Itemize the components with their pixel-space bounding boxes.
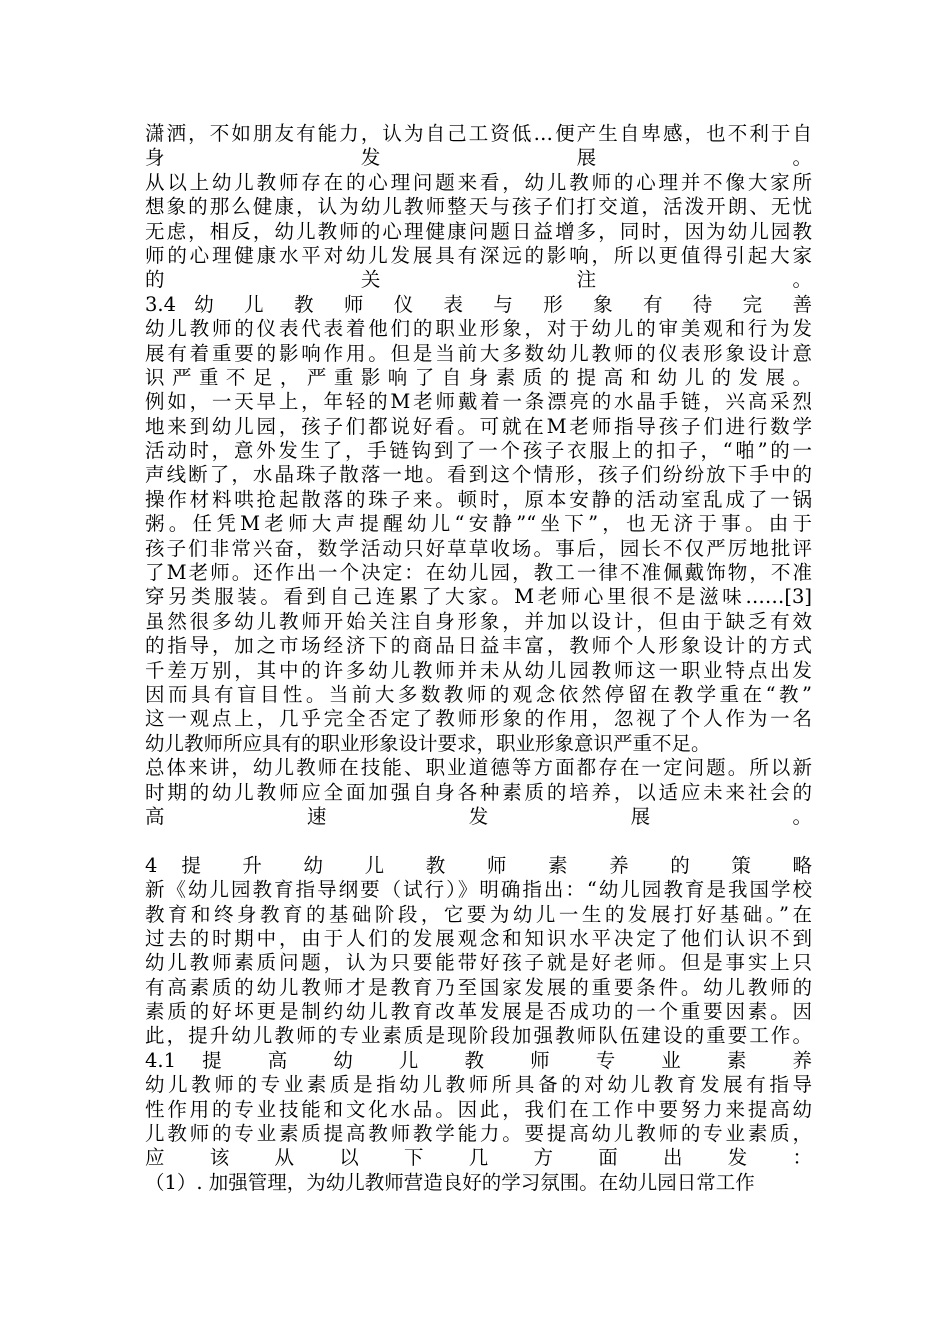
text-line: 应 该 从 以 下 几 方 面 出 发 ： — [145, 1146, 812, 1170]
text-line: 幼儿教师的仪表代表着他们的职业形象，对于幼儿的审美观和行为发 — [145, 317, 812, 341]
text-line: 识 严 重 不 足 ， 严 重 影 响 了 自 身 素 质 的 提 高 和 幼 儿 的 发 展 。 — [145, 365, 812, 389]
text-line: 身 发 展 。 — [145, 146, 812, 170]
text-line: 时期的幼儿教师应全面加强自身各种素质的培养，以适应未来社会的 — [145, 780, 812, 804]
text-line: 孩子们非常兴奋，数学活动只好草草收场。事后，园长不仅严厉地批评 — [145, 536, 812, 560]
text-line: 潇洒，不如朋友有能力，认为自己工资低…便产生自卑感，也不利于自 — [145, 122, 812, 145]
text-line: 虽然很多幼儿教师开始关注自身形象，并加以设计，但由于缺乏有效 — [145, 609, 812, 633]
text-line: 有高素质的幼儿教师才是教育乃至国家发展的重要条件。幼儿教师的 — [145, 975, 812, 999]
blank-line — [145, 829, 812, 853]
text-line: 儿教师的专业素质提高教师教学能力。要提高幼儿教师的专业素质， — [145, 1122, 812, 1146]
text-line: 粥。任凭M老师大声提醒幼儿“安静”“坐下”，也无济于事。由于 — [145, 512, 812, 536]
text-line: 了M老师。还作出一个决定：在幼儿园，教工一律不准佩戴饰物，不准 — [145, 561, 812, 585]
text-line: 千差万别，其中的许多幼儿教师并未从幼儿园教师这一职业特点出发 — [145, 658, 812, 682]
text-line: 的 关 注 。 — [145, 268, 812, 292]
text-line: 声线断了，水晶珠子散落一地。看到这个情形，孩子们纷纷放下手中的 — [145, 463, 812, 487]
text-line: 活动时，意外发生了，手链钩到了一个孩子衣服上的扣子，“啪”的一 — [145, 439, 812, 463]
text-line: 师的心理健康水平对幼儿发展具有深远的影响，所以更值得引起大家 — [145, 243, 812, 267]
text-line: 展有着重要的影响作用。但是当前大多数幼儿教师的仪表形象设计意 — [145, 341, 812, 365]
text-line: 过去的时期中，由于人们的发展观念和知识水平决定了他们认识不到 — [145, 926, 812, 950]
text-line: 高 速 发 展 。 — [145, 804, 812, 828]
text-line: 穿另类服装。看到自己连累了大家。M老师心里很不是滋味……[3] — [145, 585, 812, 609]
text-line: 幼儿教师所应具有的职业形象设计要求，职业形象意识严重不足。 — [145, 731, 711, 755]
text-line: 因而具有盲目性。当前大多数教师的观念依然停留在教学重在“教” — [145, 682, 812, 706]
text-line: 地来到幼儿园，孩子们都说好看。可就在M老师指导孩子们进行数学 — [145, 414, 812, 438]
text-line: 无虑，相反，幼儿教师的心理健康问题日益增多，同时，因为幼儿园教 — [145, 219, 812, 243]
text-line: （1）. 加强管理，为幼儿教师营造良好的学习氛围。在幼儿园日常工作 — [145, 1170, 755, 1194]
text-line: 幼儿教师的专业素质是指幼儿教师所具备的对幼儿教育发展有指导 — [145, 1073, 812, 1097]
text-line: 这一观点上，几乎完全否定了教师形象的作用，忽视了个人作为一名 — [145, 707, 812, 731]
text-line: 从以上幼儿教师存在的心理问题来看，幼儿教师的心理并不像大家所 — [145, 170, 812, 194]
text-line: 新《幼儿园教育指导纲要（试行）》明确指出：“幼儿园教育是我国学校 — [145, 878, 812, 902]
text-line: 教育和终身教育的基础阶段，它要为幼儿一生的发展打好基础。”在 — [145, 902, 812, 926]
text-line: 性作用的专业技能和文化水品。因此，我们在工作中要努力来提高幼 — [145, 1097, 812, 1121]
text-line: 想象的那么健康，认为幼儿教师整天与孩子们打交道，活泼开朗、无忧 — [145, 195, 812, 219]
text-line: 操作材料哄抢起散落的珠子来。顿时，原本安静的活动室乱成了一锅 — [145, 487, 812, 511]
document-page — [145, 122, 812, 1195]
text-line: 素质的好坏更是制约幼儿教育改革发展是否成功的一个重要因素。因 — [145, 1000, 812, 1024]
text-line: 例如，一天早上，年轻的M老师戴着一条漂亮的水晶手链，兴高采烈 — [145, 390, 812, 414]
text-line: 的指导，加之市场经济下的商品日益丰富，教师个人形象设计的方式 — [145, 634, 812, 658]
text-line: 幼儿教师素质问题，认为只要能带好孩子就是好老师。但是事实上只 — [145, 951, 812, 975]
text-line: 总体来讲，幼儿教师在技能、职业道德等方面都存在一定问题。所以新 — [145, 756, 812, 780]
text-line: 此，提升幼儿教师的专业素质是现阶段加强教师队伍建设的重要工作。 — [145, 1024, 812, 1048]
text-line: 4 提 升 幼 儿 教 师 素 养 的 策 略 — [145, 853, 812, 877]
text-line: 3.4 幼 儿 教 师 仪 表 与 形 象 有 待 完 善 — [145, 292, 812, 316]
text-line: 4.1 提 高 幼 儿 教 师 专 业 素 养 — [145, 1048, 812, 1072]
